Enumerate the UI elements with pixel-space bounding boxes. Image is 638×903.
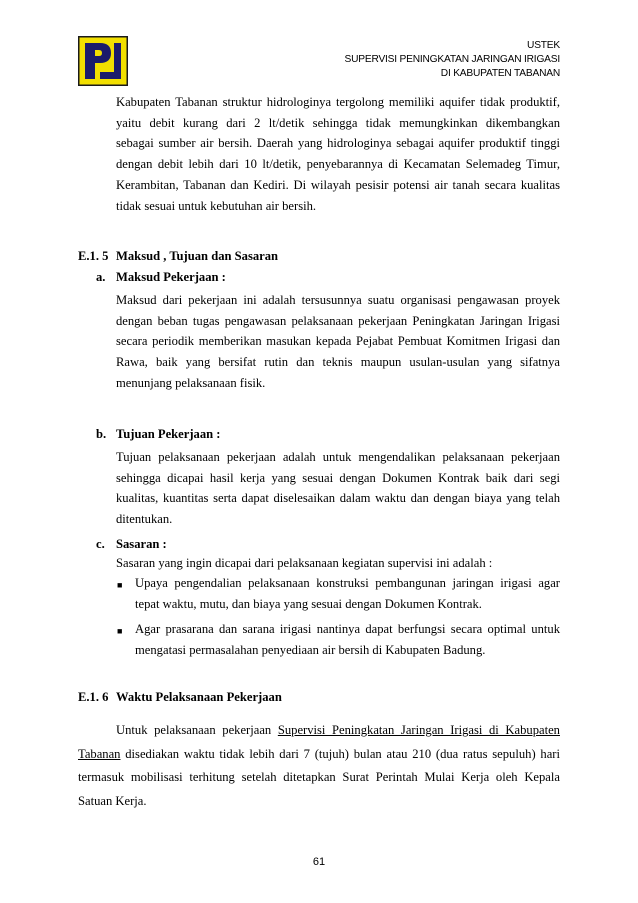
- item-label-c: c.: [96, 537, 105, 551]
- intro-line: tidak sesuai untuk kebutuhan air bersih.: [116, 198, 317, 213]
- section-title-5: Maksud , Tujuan dan Sasaran: [116, 249, 279, 263]
- item-title-a: Maksud Pekerjaan :: [116, 270, 226, 284]
- tujuan-line: kualitas, kuantitas serta dapat diselesaikan dalam waktu dan dengan biaya yang telah: [116, 491, 560, 506]
- intro-paragraph: [116, 92, 560, 216]
- bullet-item: [135, 619, 560, 660]
- item-title-c: Sasaran :: [116, 537, 167, 551]
- waktu-text: disediakan waktu tidak lebih dari 7 (tujuh) bulan atau 210 (dua ratus sepuluh) hari: [125, 746, 560, 761]
- item-label-b: b.: [96, 427, 107, 441]
- page-number: 61: [312, 856, 326, 868]
- waktu-line: [78, 743, 560, 767]
- document-header: [345, 39, 560, 81]
- intro-line: sebagai sumber air bersih. Daerah yang hidrologinya sebagai aquifer produktif tinggi: [116, 136, 560, 151]
- item-title-b: Tujuan Pekerjaan :: [116, 427, 221, 441]
- maksud-line: Rawa, baik yang bersifat rutin dan teknis maupun usulan-usulan yang sifatnya: [116, 355, 560, 370]
- maksud-line: Maksud dari pekerjaan ini adalah tersusunnya suatu organisasi pengawasan proyek: [116, 293, 560, 307]
- maksud-paragraph: [116, 290, 560, 394]
- bullet-square-icon: ■: [117, 626, 123, 636]
- bullet-line: mengatasi permasalahan penyediaan air bersih di Kabupaten Badung.: [135, 642, 486, 657]
- maksud-line: menunjang pelaksanaan fisik.: [116, 375, 266, 390]
- item-label-a: a.: [96, 270, 106, 284]
- waktu-paragraph: [78, 719, 560, 813]
- maksud-line: secara periodik memberikan masukan kepada Pejabat Pembuat Komitmen Irigasi dan: [116, 334, 560, 349]
- intro-line: Kabupaten Tabanan struktur hidrologinya tergolong memiliki aquifer tidak produktif,: [116, 95, 560, 109]
- project-name-underlined: Supervisi Peningkatan Jaringan Irigasi di Kabupaten: [277, 723, 560, 737]
- intro-line: dengan debit lebih dari 10 lt/detik, penyebarannya di Kecamatan Selemadeg Timur,: [116, 157, 560, 172]
- bullet-line: Upaya pengendalian pelaksanaan konstruksi pembangunan jaringan irigasi agar: [135, 576, 560, 590]
- bullet-line: tepat waktu, mutu, dan biaya yang sesuai dengan Dokumen Kontrak.: [135, 596, 482, 611]
- waktu-line: Satuan Kerja.: [78, 793, 147, 808]
- tujuan-paragraph: [116, 447, 560, 530]
- bullet-line: Agar prasarana dan sarana irigasi nantinya dapat berfungsi secara optimal untuk: [135, 622, 560, 636]
- tujuan-line: Tujuan pelaksanaan pekerjaan adalah untuk mengendalikan pelaksanaan pekerjaan: [116, 450, 560, 464]
- waktu-text: Untuk pelaksanaan pekerjaan: [116, 723, 272, 737]
- pu-logo-icon: [78, 36, 128, 86]
- bullet-item: [135, 573, 560, 614]
- waktu-line: [78, 719, 560, 743]
- waktu-line: termasuk mobilisasi terhitung setelah ditetapkan Surat Perintah Mulai Kerja oleh Kepala: [78, 770, 560, 784]
- header-line-3: DI KABUPATEN TABANAN: [440, 68, 560, 79]
- bullet-square-icon: ■: [117, 580, 123, 590]
- header-line-1: USTEK: [527, 40, 560, 51]
- section-title-6: Waktu Pelaksanaan Pekerjaan: [116, 690, 282, 704]
- tujuan-line: sehingga dicapai hasil kerja yang sesuai dengan Dokumen Kontrak baik dari segi: [116, 470, 560, 485]
- section-number-6: E.1. 6: [78, 690, 109, 704]
- header-line-2: SUPERVISI PENINGKATAN JARINGAN IRIGASI: [344, 54, 560, 65]
- sasaran-intro: Sasaran yang ingin dicapai dari pelaksanaan kegiatan supervisi ini adalah :: [116, 556, 493, 570]
- intro-line: yaitu debit kurang dari 2 lt/detik sehingga tidak memungkinkan dikembangkan: [116, 115, 560, 130]
- intro-line: Kerambitan, Tabanan dan Kediri. Di wilayah pesisir potensi air tanah secara kualitas: [116, 177, 560, 192]
- tujuan-line: ditentukan.: [116, 512, 173, 527]
- project-name-underlined: Tabanan: [78, 746, 121, 761]
- section-number-5: E.1. 5: [78, 249, 109, 263]
- maksud-line: dengan beban tugas pengawasan pelaksanaan pekerjaan Peningkatan Jaringan Irigasi: [116, 313, 560, 328]
